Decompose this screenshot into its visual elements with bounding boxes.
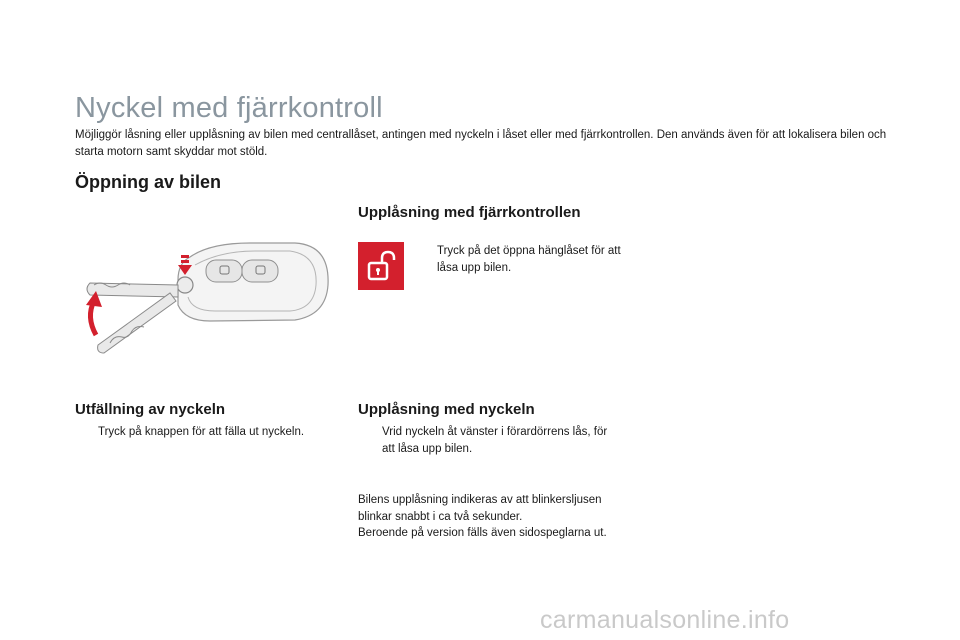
list-item <box>417 243 627 277</box>
intro-paragraph: Möjliggör låsning eller upplåsning av bilen med centrallåset, antingen med nyckeln i låset eller med fjärrkontrollen. Den används även för att lokalisera bilen och starta motorn samt skyddar mot stöld. <box>75 129 887 158</box>
bullet-icon <box>417 243 437 277</box>
bullet-icon <box>78 424 98 441</box>
fold-out-text: Tryck på knappen för att fälla ut nyckeln. <box>98 426 305 438</box>
unlock-button-illustration <box>358 242 404 290</box>
unlock-indication-note: Bilens upplåsning indikeras av att blinkersljusen blinkar snabbt i ca två sekunder. <box>358 494 602 523</box>
open-padlock-icon <box>366 250 396 282</box>
key-illustration <box>70 235 335 360</box>
watermark: carmanualsonline.info <box>540 606 790 634</box>
bullet-icon <box>362 424 382 458</box>
remote-key-icon <box>70 235 335 360</box>
section-heading-fold-out: Utfällning av nyckeln <box>75 401 226 418</box>
section-heading-remote-unlock: Upplåsning med fjärrkontrollen <box>358 204 581 221</box>
list-item <box>78 424 338 441</box>
remote-unlock-text: Tryck på det öppna hänglåset för att låsa upp bilen. <box>437 245 621 274</box>
list-item <box>362 424 612 458</box>
section-heading-key-unlock: Upplåsning med nyckeln <box>358 401 535 418</box>
mirror-fold-note: Beroende på version fälls även sidospeglarna ut. <box>358 527 607 539</box>
key-unlock-text: Vrid nyckeln åt vänster i förardörrens lås, för att låsa upp bilen. <box>382 426 608 455</box>
section-heading-opening: Öppning av bilen <box>75 172 222 192</box>
page-title: Nyckel med fjärrkontroll <box>75 92 383 124</box>
